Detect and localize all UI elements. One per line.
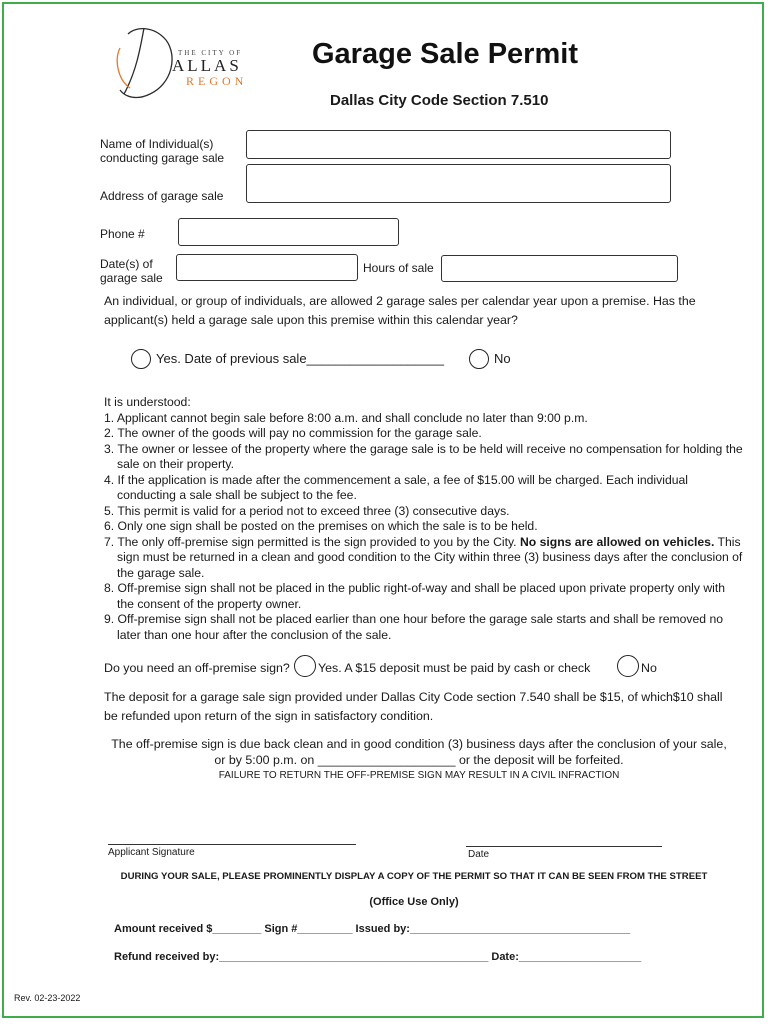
- logo-city-of: THE CITY OF: [178, 49, 243, 57]
- previous-sale-no-radio[interactable]: [469, 349, 489, 369]
- conditions-heading: It is understood:: [104, 395, 191, 409]
- due-line-1: The off-premise sign is due back clean and in good condition (3) business days after the conclusion of your sale,: [111, 737, 727, 751]
- sign-yes-label: Yes. A $15 deposit must be paid by cash or check: [318, 661, 591, 675]
- previous-sale-yes-radio[interactable]: [131, 349, 151, 369]
- list-item: 4. If the application is made after the commencement a sale, a fee of $15.00 will be charged. Each individual conducting a sale shall be subject to the fee.: [104, 472, 688, 502]
- applicant-signature-label: Applicant Signature: [108, 847, 195, 858]
- logo-dallas: ALLAS: [172, 56, 242, 75]
- refund-received-line: Refund received by:____________________________________________ Date:____________________: [114, 951, 642, 963]
- list-item: 8. Off-premise sign shall not be placed in the public right-of-way and shall be placed upon private property only with the consent of the property owner.: [104, 581, 726, 611]
- sign-no-radio[interactable]: [617, 655, 639, 677]
- display-notice: DURING YOUR SALE, PLEASE PROMINENTLY DISPLAY A COPY OF THE PERMIT SO THAT IT CAN BE SEEN FROM THE STREET: [120, 871, 708, 882]
- item7-text-b: This sign must be returned in a clean and good condition to the City within three (3) business days after the conclusion of the garage sale.: [117, 534, 743, 580]
- list-item: 5. This permit is valid for a period not to exceed three (3) consecutive days.: [104, 503, 510, 518]
- applicant-signature-line[interactable]: [108, 844, 356, 845]
- amount-received-line: Amount received $________ Sign #_________ Issued by:____________________________________: [114, 923, 631, 935]
- hours-label: Hours of sale: [363, 261, 434, 275]
- list-item: 9. Off-premise sign shall not be placed earlier than one hour before the garage sale starts and shall be removed no later than one hour after the conclusion of the sale.: [104, 612, 724, 642]
- previous-sale-no-label: No: [494, 351, 511, 366]
- phone-field[interactable]: [178, 218, 399, 246]
- sign-yes-radio[interactable]: [294, 655, 316, 677]
- sign-no-label: No: [641, 661, 657, 675]
- item7-text-a: 7. The only off-premise sign permitted is the sign provided to you by the City.: [104, 534, 520, 549]
- page-subtitle: Dallas City Code Section 7.510: [330, 92, 549, 109]
- date-signature-label: Date: [468, 849, 490, 860]
- phone-label: Phone #: [100, 227, 145, 241]
- logo-oregon: REGON: [186, 74, 248, 88]
- revision-date: Rev. 02-23-2022: [14, 993, 81, 1003]
- previous-sale-question: An individual, or group of individuals, are allowed 2 garage sales per calendar year upon a premise. Has the applicant(s) held a garage sale upon this premise within this calendar year?: [104, 294, 696, 327]
- item7-bold: No signs are allowed on vehicles.: [519, 534, 715, 549]
- list-item: 3. The owner or lessee of the property where the garage sale is to be held will receive no compensation for holding the sale on their property.: [104, 441, 743, 471]
- deposit-text: The deposit for a garage sale sign provided under Dallas City Code section 7.540 shall be $15, of which$10 shall be refunded upon return of the sign in satisfactory condition.: [104, 690, 723, 723]
- list-item: 2. The owner of the goods will pay no commission for the garage sale.: [104, 426, 482, 440]
- sign-question: Do you need an off-premise sign?: [104, 661, 290, 675]
- list-item: [104, 535, 744, 582]
- due-line-2: or by 5:00 p.m. on ____________________ or the deposit will be forfeited.: [214, 753, 624, 767]
- page-title: Garage Sale Permit: [312, 38, 578, 70]
- date-signature-line[interactable]: [466, 846, 662, 847]
- conditions-list: [104, 395, 744, 643]
- list-item: 6. Only one sign shall be posted on the premises on which the sale is to be held.: [104, 519, 538, 533]
- dates-label: Date(s) of garage sale: [100, 257, 163, 285]
- list-item: 1. Applicant cannot begin sale before 8:00 a.m. and shall conclude no later than 9:00 p.m.: [104, 410, 588, 425]
- previous-sale-yes-label: Yes. Date of previous sale___________________: [156, 351, 444, 366]
- name-label: Name of Individual(s) conducting garage sale: [100, 137, 225, 165]
- hours-field[interactable]: [441, 255, 678, 282]
- dates-field[interactable]: [176, 254, 358, 281]
- failure-notice: FAILURE TO RETURN THE OFF-PREMISE SIGN MAY RESULT IN A CIVIL INFRACTION: [218, 770, 620, 781]
- address-field[interactable]: [246, 164, 671, 203]
- office-use-heading: (Office Use Only): [369, 896, 459, 908]
- name-field[interactable]: [246, 130, 671, 159]
- address-label: Address of garage sale: [100, 189, 224, 203]
